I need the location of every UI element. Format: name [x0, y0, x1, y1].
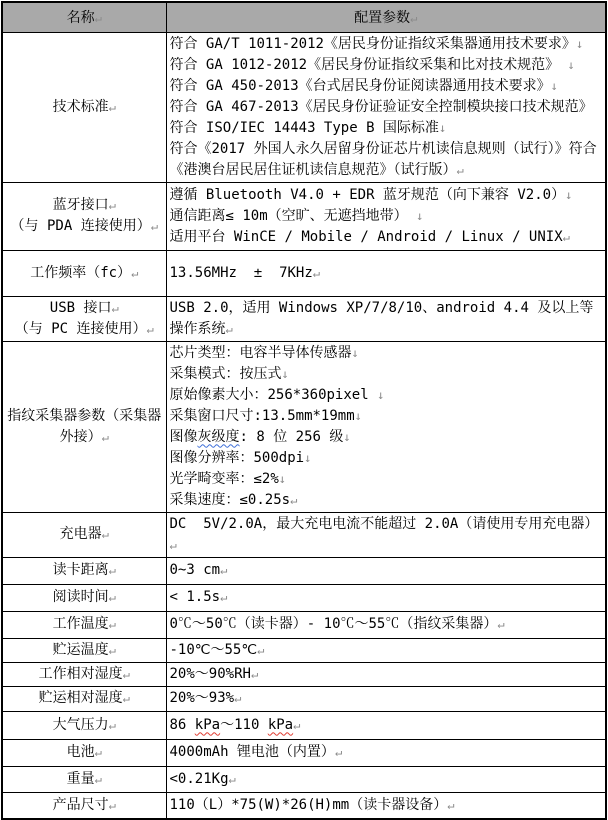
spec-value-line: [170, 427, 603, 448]
paragraph-mark: ↵: [122, 666, 130, 681]
spec-value-cell: [166, 182, 606, 250]
spec-value-cell: [166, 584, 606, 611]
paragraph-mark: ↵: [111, 300, 119, 315]
text-segment: （与 PC 连接使用）: [14, 320, 147, 337]
spec-value-line: [170, 263, 603, 284]
text-segment: 110（L）*75(W)*26(H)mm（读卡器设备）: [169, 796, 448, 813]
text-segment: 工作频率（fc）: [30, 264, 132, 281]
column-header-name-label: 名称: [66, 10, 95, 27]
spec-value-line: [170, 587, 603, 608]
paragraph-mark: ↵: [220, 563, 228, 577]
paragraph-mark: ↵: [94, 745, 102, 759]
spec-name-line: [6, 769, 163, 790]
paragraph-mark: ↵: [94, 11, 102, 26]
paragraph-mark: ↵: [108, 590, 116, 604]
spec-value-line: [170, 742, 603, 763]
spec-value-cell: [166, 638, 606, 662]
spec-value-line: [170, 364, 603, 385]
paragraph-mark: ↵: [410, 11, 418, 26]
text-segment: 贮运相对湿度: [38, 690, 123, 706]
spec-value-line: [170, 688, 603, 709]
text-segment: 充电器: [59, 526, 102, 542]
table-row: [2, 711, 606, 739]
column-header-params-label: 配置参数: [354, 10, 411, 27]
spec-value-cell: [166, 739, 606, 766]
text-segment: 13.56MHz ± 7KHz: [169, 264, 313, 281]
spec-name-cell: [2, 711, 166, 739]
spec-value-line: [170, 97, 603, 139]
text-segment: 0℃～50℃（读卡器）- 10℃～55℃（指纹采集器）: [169, 616, 498, 632]
paragraph-mark: ↵: [150, 219, 158, 233]
text-segment: 符合《2017 外国人永久居留身份证芯片机读信息规则（试行）》符合《港澳台居民居住证机读信息规范》（试行版）: [169, 140, 597, 178]
table-row: [2, 341, 606, 512]
spec-name-cell: [2, 32, 166, 182]
spec-value-cell: [166, 611, 606, 638]
text-segment: 蓝牙接口: [52, 197, 109, 213]
spec-name-cell: [2, 686, 166, 711]
spec-value-cell: [166, 296, 606, 341]
paragraph-mark: ↵: [290, 492, 298, 507]
spec-value-line: [170, 385, 603, 406]
paragraph-mark: ↵: [293, 717, 301, 732]
text-segment: DC 5V/2.0A，最大充电电流不能超过 2.0A（请使用专用充电器）: [169, 515, 599, 532]
line-break-mark: ↓: [343, 429, 351, 444]
text-segment: 电池: [66, 744, 95, 760]
header-row: [2, 2, 606, 32]
text-segment: 86: [169, 716, 195, 733]
paragraph-mark: ↵: [497, 617, 505, 631]
spec-name-line: [6, 587, 163, 608]
paragraph-mark: ↵: [312, 265, 321, 280]
table-row: [2, 739, 606, 766]
text-segment: 符合 GA/T 1011-2012《居民身份证指纹采集器通用技术要求》: [169, 35, 576, 52]
text-segment: 20%～90%RH: [169, 665, 251, 682]
spec-name-line: [6, 640, 163, 661]
spec-value-line: [170, 448, 603, 469]
spec-name-line: [6, 560, 163, 581]
text-segment: 符合 GA 1012-2012《居民身份证指纹采集和比对技术规范》: [169, 56, 568, 73]
spec-value-cell: [166, 512, 606, 557]
spec-value-line: [170, 769, 603, 790]
text-segment: 0~3 cm: [169, 562, 221, 578]
spec-name-cell: [2, 296, 166, 341]
table-row: [2, 296, 606, 341]
spec-name-cell: [2, 512, 166, 557]
text-segment: 重量: [66, 770, 95, 787]
spec-name-cell: [2, 250, 166, 296]
spec-value-line: [170, 55, 603, 76]
paragraph-mark: ↵: [250, 666, 259, 681]
text-segment: 符合 GA 467-2013《居民身份证验证安全控制模块接口技术规范》符合 ISO/IEC 14443 Type B 国际标准: [169, 98, 593, 136]
spec-value-line: [170, 664, 603, 685]
spec-name-cell: [2, 557, 166, 584]
text-segment: 采集模式：按压式: [169, 365, 282, 382]
line-break-mark: ↓: [575, 36, 584, 51]
table-row: [2, 32, 606, 182]
paragraph-mark: ↵: [456, 162, 464, 177]
spec-value-line: [170, 76, 603, 97]
spec-value-cell: [166, 662, 606, 686]
spec-name-line: [6, 195, 163, 216]
line-break-mark: ↓: [304, 450, 312, 465]
line-break-mark: ↓: [416, 208, 424, 223]
text-segment: 适用平台 WinCE / Mobile / Android / Linux / UNIX: [169, 228, 563, 245]
spec-name-line: [6, 298, 163, 319]
spec-name-line: [6, 319, 163, 340]
spec-value-line: [170, 614, 603, 635]
spec-name-cell: [2, 662, 166, 686]
table-row: [2, 792, 606, 819]
text-segment: 工作温度: [52, 616, 109, 632]
text-segment: 贮运温度: [52, 641, 109, 658]
spec-value-line: [170, 406, 603, 427]
spec-value-cell: [166, 32, 606, 182]
paragraph-mark: ↵: [101, 527, 109, 541]
paragraph-mark: ↵: [169, 537, 177, 552]
table-row: [2, 512, 606, 557]
paragraph-mark: ↵: [108, 797, 116, 812]
spec-value-cell: [166, 341, 606, 512]
spec-name-line: [6, 524, 163, 545]
line-break-mark: ↓: [565, 187, 573, 202]
line-break-mark: ↓: [278, 471, 287, 486]
text-segment: <0.21Kg: [169, 770, 229, 787]
spec-value-line: [170, 514, 603, 556]
spec-value-line: [170, 469, 603, 490]
table-row: [2, 766, 606, 792]
spec-name-line: [6, 406, 163, 448]
spec-name-line: [6, 664, 163, 685]
table-row: [2, 638, 606, 662]
table-row: [2, 584, 606, 611]
spec-name-cell: [2, 766, 166, 792]
spec-value-cell: [166, 711, 606, 739]
spec-name-line: [6, 216, 163, 237]
text-segment: 光学畸变率：≤2%: [169, 470, 279, 487]
text-segment: 遵循 Bluetooth V4.0 + EDR 蓝牙规范（向下兼容 V2.0）: [169, 186, 566, 203]
text-segment: < 1.5s: [169, 589, 221, 605]
spec-value-cell: [166, 792, 606, 819]
spec-value-cell: [166, 250, 606, 296]
text-segment: 采集窗口尺寸:13.5mm*19mm: [169, 407, 355, 424]
paragraph-mark: ↵: [101, 429, 109, 444]
line-break-mark: ↓: [567, 57, 575, 72]
paragraph-mark: ↵: [220, 590, 228, 604]
paragraph-mark: ↵: [108, 563, 116, 577]
line-break-mark: ↓: [354, 408, 362, 423]
spec-name-line: [6, 742, 163, 763]
flagged-text: kPa: [267, 716, 294, 733]
spec-name-cell: [2, 638, 166, 662]
paragraph-mark: ↵: [334, 745, 343, 759]
text-segment: 芯片类型：电容半导体传感器: [169, 344, 352, 361]
text-segment: USB 接口: [49, 299, 112, 316]
spec-name-line: [6, 263, 163, 284]
text-segment: -10℃～55℃: [169, 641, 258, 658]
spec-value-line: [170, 298, 603, 340]
text-segment: 产品尺寸: [52, 796, 109, 813]
spec-name-line: [6, 614, 163, 635]
text-segment: USB 2.0，适用 Windows XP/7/8/10、android 4.4 及以上等操作系统: [169, 299, 594, 337]
text-segment: 工作相对湿度: [38, 665, 123, 682]
flagged-text: kPa: [194, 716, 221, 733]
paragraph-mark: ↵: [131, 265, 139, 280]
paragraph-mark: ↵: [146, 321, 154, 336]
spec-value-line: [170, 490, 603, 511]
paragraph-mark: ↵: [562, 229, 570, 244]
spec-name-cell: [2, 739, 166, 766]
line-break-mark: ↓: [281, 366, 289, 381]
spec-value-line: [170, 185, 603, 206]
spec-value-line: [170, 227, 603, 248]
flagged-text: 灰级度: [197, 428, 240, 445]
text-segment: （与 PDA 连接使用）: [10, 218, 151, 234]
spec-value-cell: [166, 557, 606, 584]
paragraph-mark: ↵: [108, 198, 116, 212]
table-row: [2, 182, 606, 250]
text-segment: 通信距离≤ 10m（空旷、无遮挡地带）: [169, 207, 417, 224]
text-segment: 大气压力: [52, 716, 109, 733]
table-row: [2, 686, 606, 711]
paragraph-mark: ↵: [122, 691, 130, 705]
text-segment: 20%～93%: [169, 690, 235, 706]
table-row: [2, 557, 606, 584]
paragraph-mark: ↵: [228, 771, 236, 786]
spec-value-line: [170, 139, 603, 181]
text-segment: 指纹采集器参数（采集器外接）: [7, 407, 162, 445]
line-break-mark: ↓: [377, 387, 385, 402]
paragraph-mark: ↵: [108, 99, 116, 114]
paragraph-mark: ↵: [108, 617, 116, 631]
line-break-mark: ↓: [550, 78, 558, 93]
spec-name-cell: [2, 341, 166, 512]
text-segment: : 8 位 256 级: [239, 428, 344, 445]
text-segment: 阅读时间: [52, 589, 109, 605]
spec-name-line: [6, 688, 163, 709]
text-segment: 4000mAh 锂电池（内置）: [169, 744, 335, 760]
spec-value-line: [170, 795, 603, 816]
text-segment: 图像: [169, 428, 198, 445]
paragraph-mark: ↵: [257, 642, 265, 657]
line-break-mark: ↓: [351, 345, 359, 360]
spec-value-line: [170, 560, 603, 581]
spec-value-line: [170, 640, 603, 661]
table-row: [2, 250, 606, 296]
spec-name-line: [6, 795, 163, 816]
text-segment: 符合 GA 450-2013《台式居民身份证阅读器通用技术要求》: [169, 77, 551, 94]
text-segment: ～110: [220, 716, 268, 733]
column-header-name: [2, 2, 166, 32]
paragraph-mark: ↵: [225, 321, 233, 336]
column-header-params: [166, 2, 606, 32]
table-row: [2, 611, 606, 638]
text-segment: 图像分辨率：500dpi: [169, 449, 305, 466]
paragraph-mark: ↵: [94, 771, 102, 786]
text-segment: 原始像素大小：256*360pixel: [169, 386, 378, 403]
spec-name-cell: [2, 182, 166, 250]
spec-name-cell: [2, 584, 166, 611]
spec-value-cell: [166, 686, 606, 711]
spec-table-body: [2, 32, 606, 819]
paragraph-mark: ↵: [447, 797, 455, 812]
table-row: [2, 662, 606, 686]
spec-value-line: [170, 343, 603, 364]
spec-table-header: [2, 2, 606, 32]
line-break-mark: ↓: [438, 120, 447, 135]
spec-value-cell: [166, 766, 606, 792]
text-segment: 采集速度：≤0.25s: [169, 491, 291, 508]
spec-value-line: [170, 34, 603, 55]
spec-name-line: [6, 715, 163, 736]
spec-value-line: [170, 715, 603, 736]
spec-name-cell: [2, 611, 166, 638]
text-segment: 技术标准: [52, 98, 109, 115]
text-segment: 读卡距离: [52, 562, 109, 578]
paragraph-mark: ↵: [234, 691, 242, 705]
paragraph-mark: ↵: [108, 717, 116, 732]
spec-value-line: [170, 206, 603, 227]
spec-table: [1, 1, 607, 820]
paragraph-mark: ↵: [108, 642, 116, 657]
spec-name-line: [6, 97, 163, 118]
spec-name-cell: [2, 792, 166, 819]
